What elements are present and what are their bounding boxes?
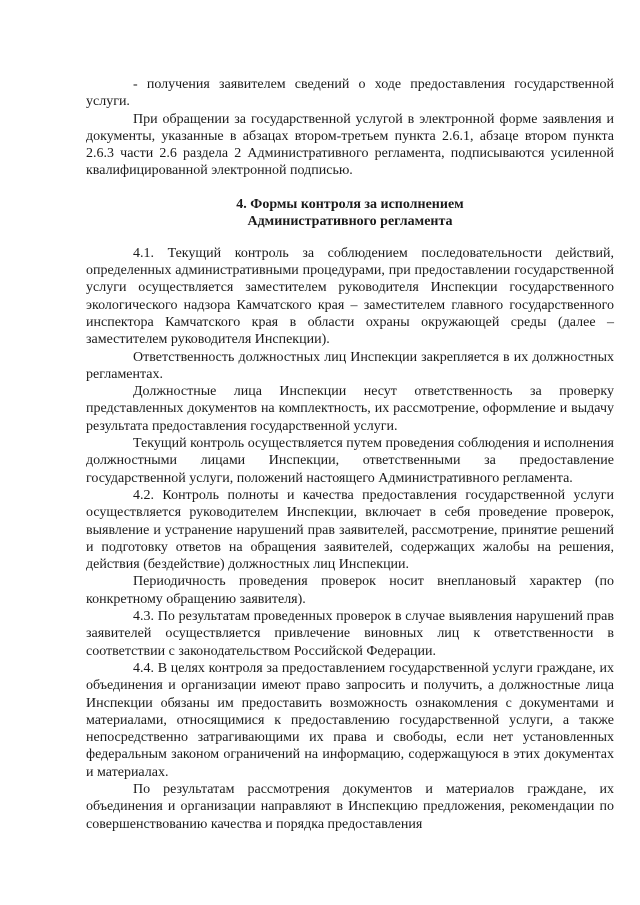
paragraph-4-3: 4.3. По результатам проведенных проверок в случае выявления нарушений прав заявителей осуществляется привлечение виновных лиц к ответственности в соответствии с законодательством Российской Федерации. bbox=[86, 609, 614, 659]
section-heading bbox=[86, 196, 614, 231]
paragraph-4-1: 4.1. Текущий контроль за соблюдением последовательности действий, определенных административными процедурами, при предоставлении государственной услуги осуществляется заместителем руководителя Инспекции государственного экологического надзора Камчатского края – заместителем главного государственного инспектора Камчатского края в области охраны окружающей среды (далее – заместителем руководителя Инспекции). bbox=[86, 245, 614, 348]
intro-paragraph-1: - получения заявителем сведений о ходе предоставления государственной услуги. bbox=[86, 77, 614, 110]
paragraph-proposals: По результатам рассмотрения документов и материалов граждане, их объединения и организации направляют в Инспекцию предложения, рекомендации по совершенствованию качества и порядка предоставления bbox=[86, 781, 614, 832]
paragraph-periodicity: Периодичность проведения проверок носит внеплановый характер (по конкретному обращению заявителя). bbox=[86, 574, 614, 607]
paragraph-current-control: Текущий контроль осуществляется путем проведения соблюдения и исполнения должностными лицами Инспекции, ответственными за предоставление государственной услуги, положений настоящего Административного регламента. bbox=[86, 436, 614, 486]
paragraph-responsibility: Ответственность должностных лиц Инспекции закрепляется в их должностных регламентах. bbox=[86, 349, 614, 382]
intro-paragraph-2: При обращении за государственной услугой в электронной форме заявления и документы, указанные в абзацах втором-третьем пункта 2.6.1, абзаце втором пункта 2.6.3 части 2.6 раздела 2 Административного регламента, подписываются усиленной квалифицированной электронной подписью. bbox=[86, 111, 614, 179]
paragraph-4-2: 4.2. Контроль полноты и качества предоставления государственной услуги осуществляется руководителем Инспекции, включает в себя проведение проверок, выявление и устранение нарушений прав заявителей, рассмотрение, принятие решений и подготовку ответов на обращения заявителей, содержащих жалобы на решения, действия (бездействие) должностных лиц Инспекции. bbox=[86, 487, 614, 573]
document-page bbox=[86, 76, 614, 833]
paragraph-officials-liability: Должностные лица Инспекции несут ответственность за проверку представленных документов на комплектность, их рассмотрение, оформление и выдачу результата предоставления государственной услуги. bbox=[86, 384, 614, 434]
paragraph-4-4: 4.4. В целях контроля за предоставлением государственной услуги граждане, их объединения и организации имеют право запросить и получить, а должностные лица Инспекции обязаны им предоставить возможность ознакомления с документами и материалами, относящимися к предоставлению государственной услуги, а также непосредственно затрагивающими их права и свободы, если нет установленных федеральным законом ограничений на информацию, содержащуюся в этих документах и материалах. bbox=[86, 660, 614, 780]
section-heading-line-1: 4. Формы контроля за исполнением bbox=[236, 196, 464, 212]
section-heading-line-2: Административного регламента bbox=[247, 214, 453, 230]
